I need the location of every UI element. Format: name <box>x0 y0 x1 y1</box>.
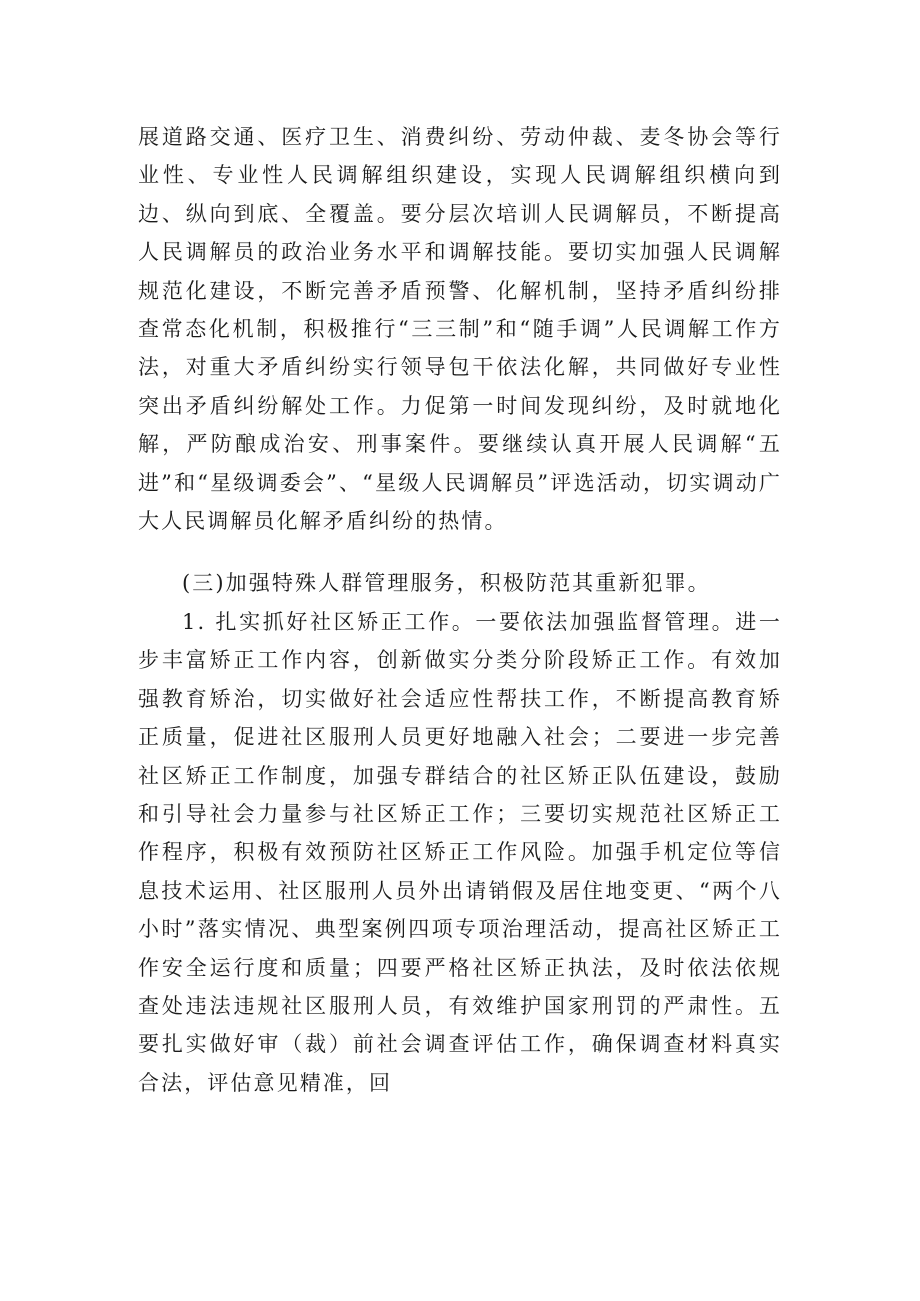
body-paragraph-continued: 展道路交通、医疗卫生、消费纠纷、劳动仲裁、麦冬协会等行业性、专业性人民调解组织建设，实现人民调解组织横向到边、纵向到底、全覆盖。要分层次培训人民调解员，不断提高人民调解员的政治业务水平和调解技能。要切实加强人民调解规范化建设，不断完善矛盾预警、化解机制，坚持矛盾纠纷排查常态化机制，积极推行“三三制”和“随手调”人民调解工作方法，对重大矛盾纠纷实行领导包干依法化解，共同做好专业性突出矛盾纠纷解处工作。力促第一时间发现纠纷，及时就地化解，严防酿成治安、刑事案件。要继续认真开展人民调解“五进”和“星级调委会”、“星级人民调解员”评选活动，切实调动广大人民调解员化解矛盾纠纷的热情。 <box>138 125 782 534</box>
body-paragraph-community-correction: 1. 扎实抓好社区矫正工作。一要依法加强监督管理。进一步丰富矫正工作内容，创新做实分类分阶段矫正工作。有效加强教育矫治，切实做好社会适应性帮扶工作，不断提高教育矫正质量，促进社区服刑人员更好地融入社会；二要进一步完善社区矫正工作制度，加强专群结合的社区矫正队伍建设，鼓励和引导社会力量参与社区矫正工作；三要切实规范社区矫正工作程序，积极有效预防社区矫正工作风险。加强手机定位等信息技术运用、社区服刑人员外出请销假及居住地变更、“两个八小时”落实情况、典型案例四项专项治理活动，提高社区矫正工作安全运行度和质量；四要严格社区矫正执法，及时依法依规查处违法违规社区服刑人员，有效维护国家刑罚的严肃性。五要扎实做好审（裁）前社会调查评估工作，确保调查材料真实合法，评估意见精准，回 <box>138 609 782 1095</box>
section-heading: (三)加强特殊人群管理服务，积极防范其重新犯罪。 <box>182 571 711 596</box>
